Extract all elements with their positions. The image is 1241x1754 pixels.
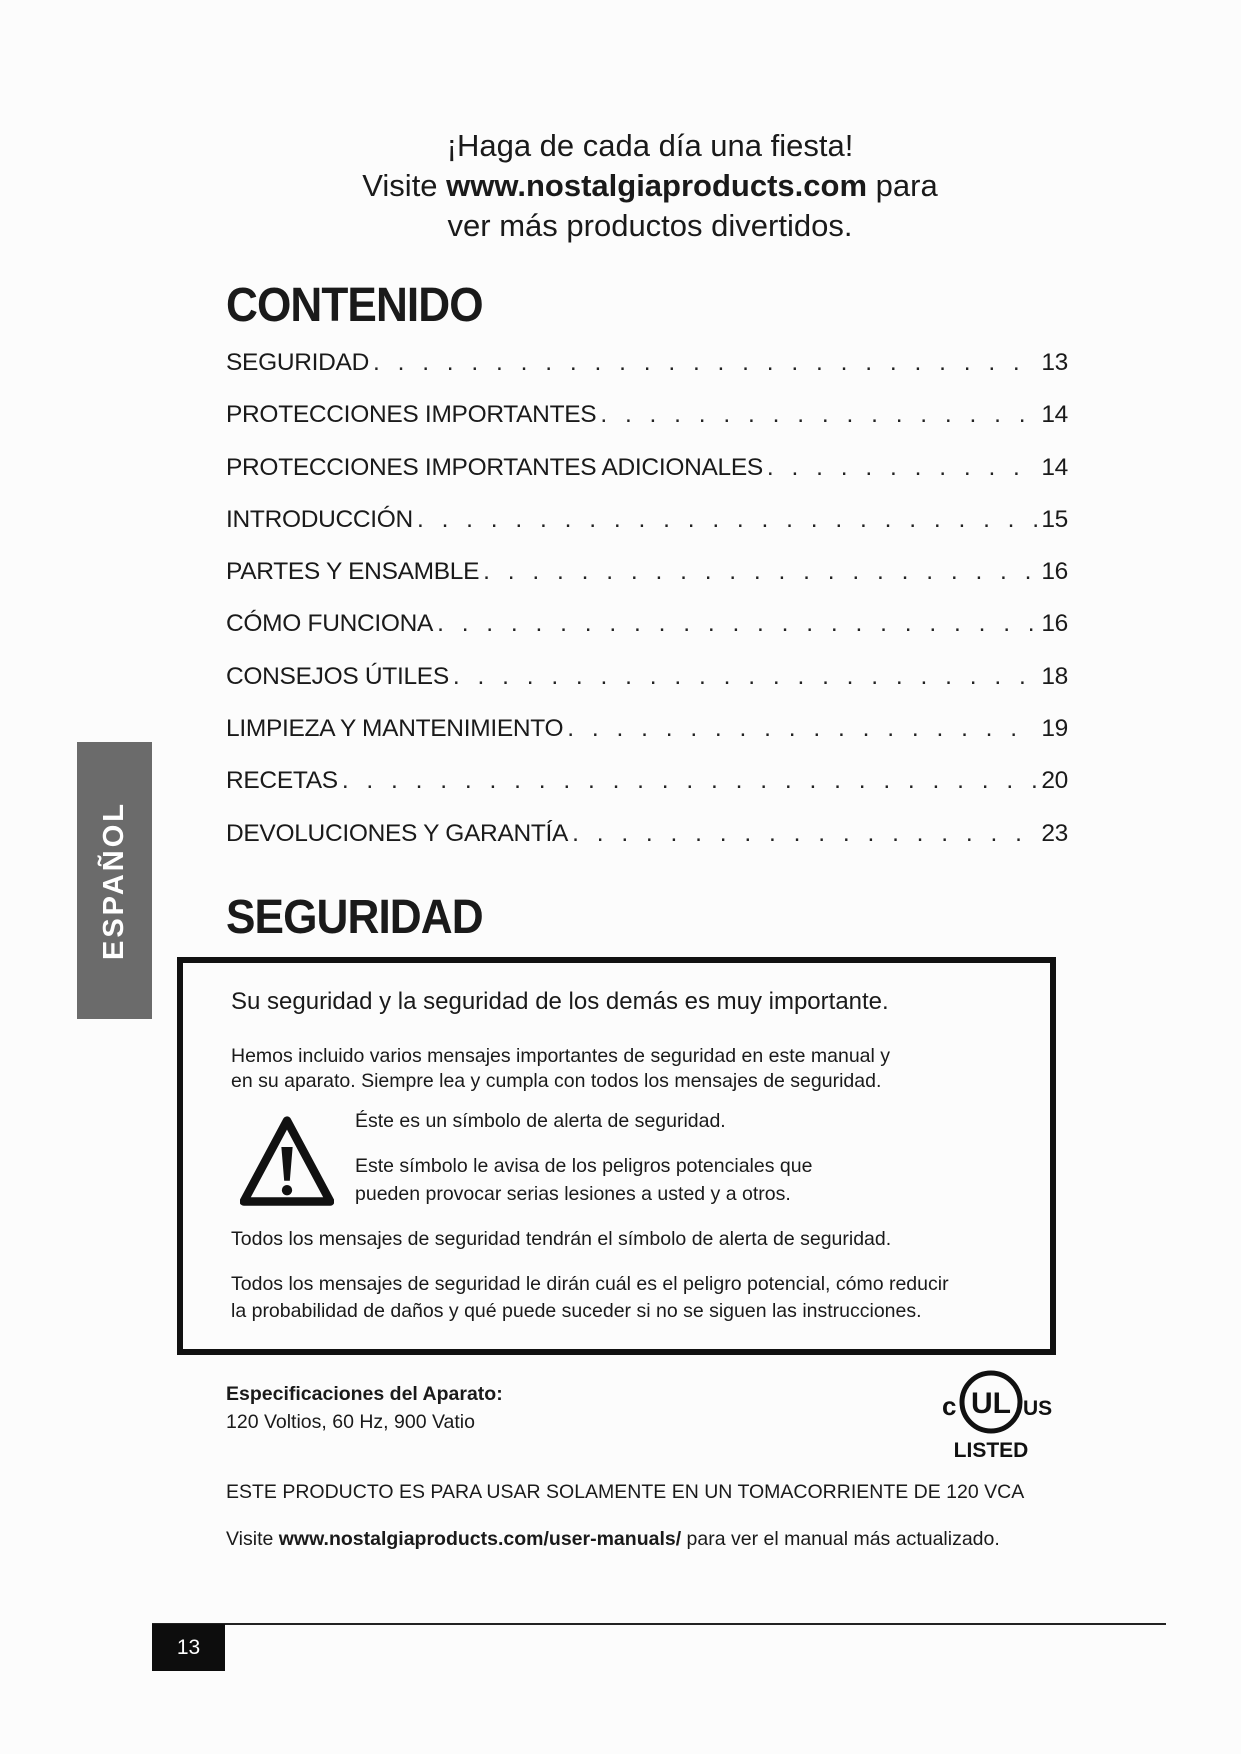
manual-link-notice: Visite www.nostalgiaproducts.com/user-manuals/ para ver el manual más actualizado. [226,1528,1000,1550]
ul-us-mark: US [1023,1397,1053,1420]
page-number: 13 [152,1624,225,1671]
warning-triangle-icon [240,1115,334,1209]
table-of-contents [226,349,1068,872]
ul-c-mark: c [942,1391,957,1421]
ul-listed-text: LISTED [953,1439,1029,1462]
toc-row[interactable]: PROTECCIONES IMPORTANTES ADICIONALES . . . 14 [226,454,1068,506]
ul-text: UL [971,1387,1011,1420]
toc-row[interactable]: CONSEJOS ÚTILES . . . 18 [226,663,1068,715]
alert-symbol-description: Este símbolo le avisa de los peligros potenciales que pueden provocar serias lesiones a usted y a otros. [355,1155,813,1205]
contents-heading: CONTENIDO [226,279,483,332]
language-side-tab [77,742,152,1019]
intro-text [0,126,1241,246]
toc-row[interactable]: INTRODUCCIÓN . . . 15 [226,506,1068,558]
toc-row[interactable]: DEVOLUCIONES Y GARANTÍA . . . 23 [226,820,1068,872]
safety-paragraph-1: Hemos incluido varios mensajes importantes de seguridad en este manual y en su aparato. Siempre lea y cumpla con todos los mensajes de seguridad. [231,1045,891,1092]
intro-line-2: Visite www.nostalgiaproducts.com para [362,168,938,203]
user-manuals-link[interactable]: www.nostalgiaproducts.com/user-manuals/ [278,1528,682,1550]
toc-row[interactable]: PARTES Y ENSAMBLE . . . 16 [226,558,1068,610]
safety-notice-box [177,957,1056,1355]
website-link[interactable]: www.nostalgiaproducts.com [446,168,868,203]
intro-line-1: ¡Haga de cada día una fiesta! [446,128,854,163]
toc-row[interactable]: SEGURIDAD . . . 13 [226,349,1068,401]
outlet-notice: ESTE PRODUCTO ES PARA USAR SOLAMENTE EN UN TOMACORRIENTE DE 120 VCA [226,1481,1025,1503]
toc-row[interactable]: LIMPIEZA Y MANTENIMIENTO . . . 19 [226,715,1068,767]
intro-line-3: ver más productos divertidos. [447,208,853,243]
footer-rule [152,1623,1166,1625]
safety-box-title: Su seguridad y la seguridad de los demás es muy importante. [231,988,889,1015]
safety-paragraph-2: Todos los mensajes de seguridad tendrán el símbolo de alerta de seguridad. [231,1228,892,1250]
alert-symbol-line: Éste es un símbolo de alerta de seguridad. [355,1110,726,1132]
toc-row[interactable]: RECETAS . . . 20 [226,767,1068,819]
toc-row[interactable]: PROTECCIONES IMPORTANTES . . . 14 [226,401,1068,453]
specs-value: 120 Voltios, 60 Hz, 900 Vatio [226,1411,475,1433]
safety-heading: SEGURIDAD [226,891,483,944]
language-label: ESPAÑOL [98,800,131,961]
toc-row[interactable]: CÓMO FUNCIONA . . . 16 [226,610,1068,662]
specs-title: Especificaciones del Aparato: [226,1383,503,1405]
safety-paragraph-3: Todos los mensajes de seguridad le dirán cuál es el peligro potencial, cómo reducir la probabilidad de daños y qué puede suceder si no se siguen las instrucciones. [231,1273,949,1322]
ul-listed-logo [932,1360,1056,1464]
